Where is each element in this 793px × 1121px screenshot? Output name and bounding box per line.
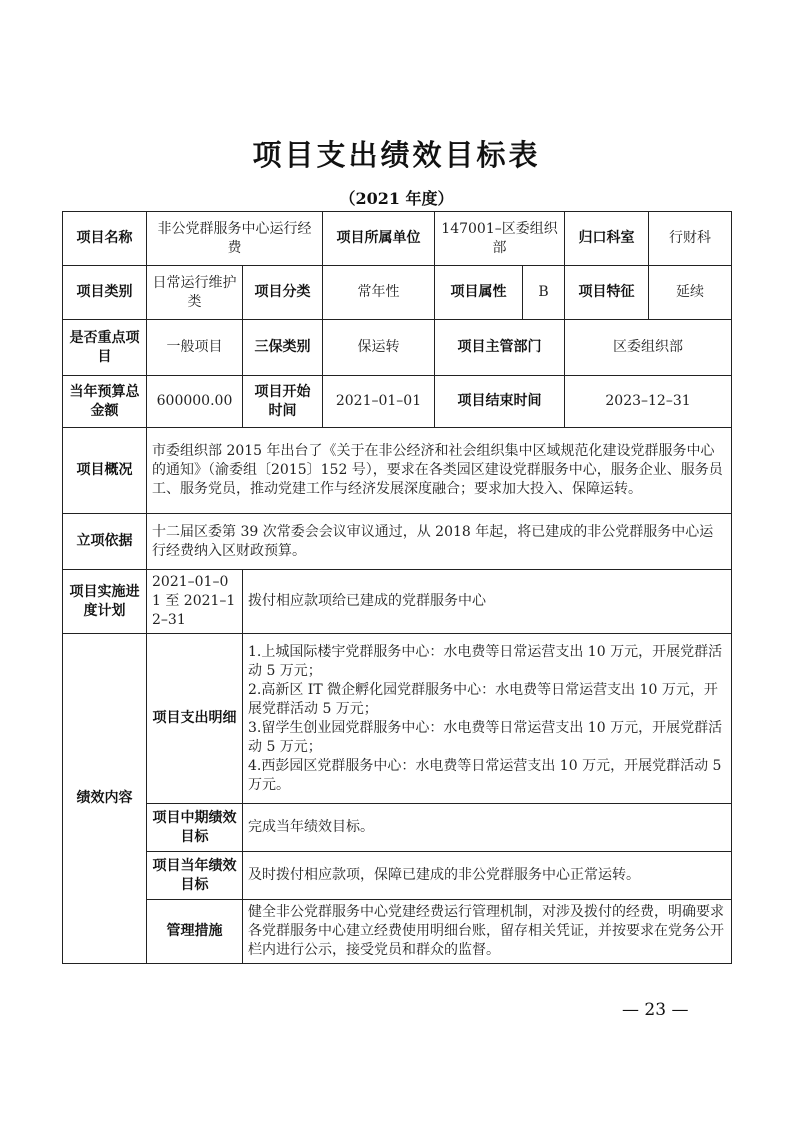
three-guarantee-label: 三保类别 xyxy=(243,320,323,376)
department-value: 行财科 xyxy=(649,212,732,266)
annual-goal-text: 及时拨付相应款项，保障已建成的非公党群服务中心正常运转。 xyxy=(243,852,732,900)
overview-text: 市委组织部 2015 年出台了《关于在非公经济和社会组织集中区域规范化建设党群服务中心的通知》（渝委组〔2015〕152 号），要求在各类园区建设党群服务中心，服务企业、服务员工、服务党员，推动党建工作与经济发展深度融合；要求加大投入、保障运转。 xyxy=(147,428,732,514)
plan-text: 拨付相应款项给已建成的党群服务中心 xyxy=(243,570,732,634)
project-class-label: 项目分类 xyxy=(243,266,323,320)
page-title: 项目支出绩效目标表 xyxy=(252,138,541,172)
table-row xyxy=(63,514,732,570)
management-measures-text: 健全非公党群服务中心党建经费运行管理机制，对涉及拨付的经费，明确要求各党群服务中心建立经费使用明细台账，留存相关凭证，并按要求在党务公开栏内进行公示，接受党员和群众的监督。 xyxy=(243,900,732,964)
table-row xyxy=(63,376,732,428)
project-feature-value: 延续 xyxy=(649,266,732,320)
table-row xyxy=(63,266,732,320)
start-time-value: 2021–01–01 xyxy=(323,376,435,428)
performance-goal-table xyxy=(62,211,732,964)
project-unit-label: 项目所属单位 xyxy=(323,212,435,266)
table-row xyxy=(63,428,732,514)
expense-detail-text xyxy=(243,634,732,804)
expense-detail-line: 1.上城国际楼宇党群服务中心：水电费等日常运营支出 10 万元，开展党群活动 5 万元； xyxy=(248,643,723,679)
end-time-value: 2023–12–31 xyxy=(565,376,732,428)
expense-detail-line: 4.西彭园区党群服务中心：水电费等日常运营支出 10 万元，开展党群活动 5 万元。 xyxy=(248,757,722,793)
year-subtitle: （2021 年度） xyxy=(339,189,454,208)
supervising-dept-value: 区委组织部 xyxy=(565,320,732,376)
supervising-dept-label: 项目主管部门 xyxy=(435,320,565,376)
management-measures-label: 管理措施 xyxy=(147,900,243,964)
project-attribute-value: B xyxy=(523,266,565,320)
plan-label: 项目实施进度计划 xyxy=(63,570,147,634)
expense-detail-label: 项目支出明细 xyxy=(147,634,243,804)
performance-content-label: 绩效内容 xyxy=(63,634,147,964)
project-class-value: 常年性 xyxy=(323,266,435,320)
expense-detail-line: 2.高新区 IT 微企孵化园党群服务中心：水电费等日常运营支出 10 万元，开展党群活动 5 万元； xyxy=(248,681,718,717)
end-time-label: 项目结束时间 xyxy=(435,376,565,428)
table-row xyxy=(63,320,732,376)
department-label: 归口科室 xyxy=(565,212,649,266)
basis-text: 十二届区委第 39 次常委会会议审议通过，从 2018 年起，将已建成的非公党群服务中心运行经费纳入区财政预算。 xyxy=(147,514,732,570)
overview-label: 项目概况 xyxy=(63,428,147,514)
annual-goal-label: 项目当年绩效目标 xyxy=(147,852,243,900)
project-name-value: 非公党群服务中心运行经费 xyxy=(147,212,323,266)
table-row xyxy=(63,900,732,964)
budget-label: 当年预算总金额 xyxy=(63,376,147,428)
project-unit-value: 147001–区委组织部 xyxy=(435,212,565,266)
project-category-label: 项目类别 xyxy=(63,266,147,320)
budget-value: 600000.00 xyxy=(147,376,243,428)
project-feature-label: 项目特征 xyxy=(565,266,649,320)
three-guarantee-value: 保运转 xyxy=(323,320,435,376)
expense-detail-line: 3.留学生创业园党群服务中心：水电费等日常运营支出 10 万元，开展党群活动 5 万元； xyxy=(248,719,723,755)
project-attribute-label: 项目属性 xyxy=(435,266,523,320)
table-row xyxy=(63,212,732,266)
mid-term-goal-label: 项目中期绩效目标 xyxy=(147,804,243,852)
page-number: — 23 — xyxy=(622,1000,689,1020)
plan-period: 2021–01–01 至 2021–12–31 xyxy=(147,570,243,634)
table-row xyxy=(63,570,732,634)
project-name-label: 项目名称 xyxy=(63,212,147,266)
table-row xyxy=(63,852,732,900)
table-row xyxy=(63,634,732,804)
key-project-value: 一般项目 xyxy=(147,320,243,376)
basis-label: 立项依据 xyxy=(63,514,147,570)
key-project-label: 是否重点项目 xyxy=(63,320,147,376)
table-row xyxy=(63,804,732,852)
mid-term-goal-text: 完成当年绩效目标。 xyxy=(243,804,732,852)
start-time-label: 项目开始时间 xyxy=(243,376,323,428)
project-category-value: 日常运行维护类 xyxy=(147,266,243,320)
